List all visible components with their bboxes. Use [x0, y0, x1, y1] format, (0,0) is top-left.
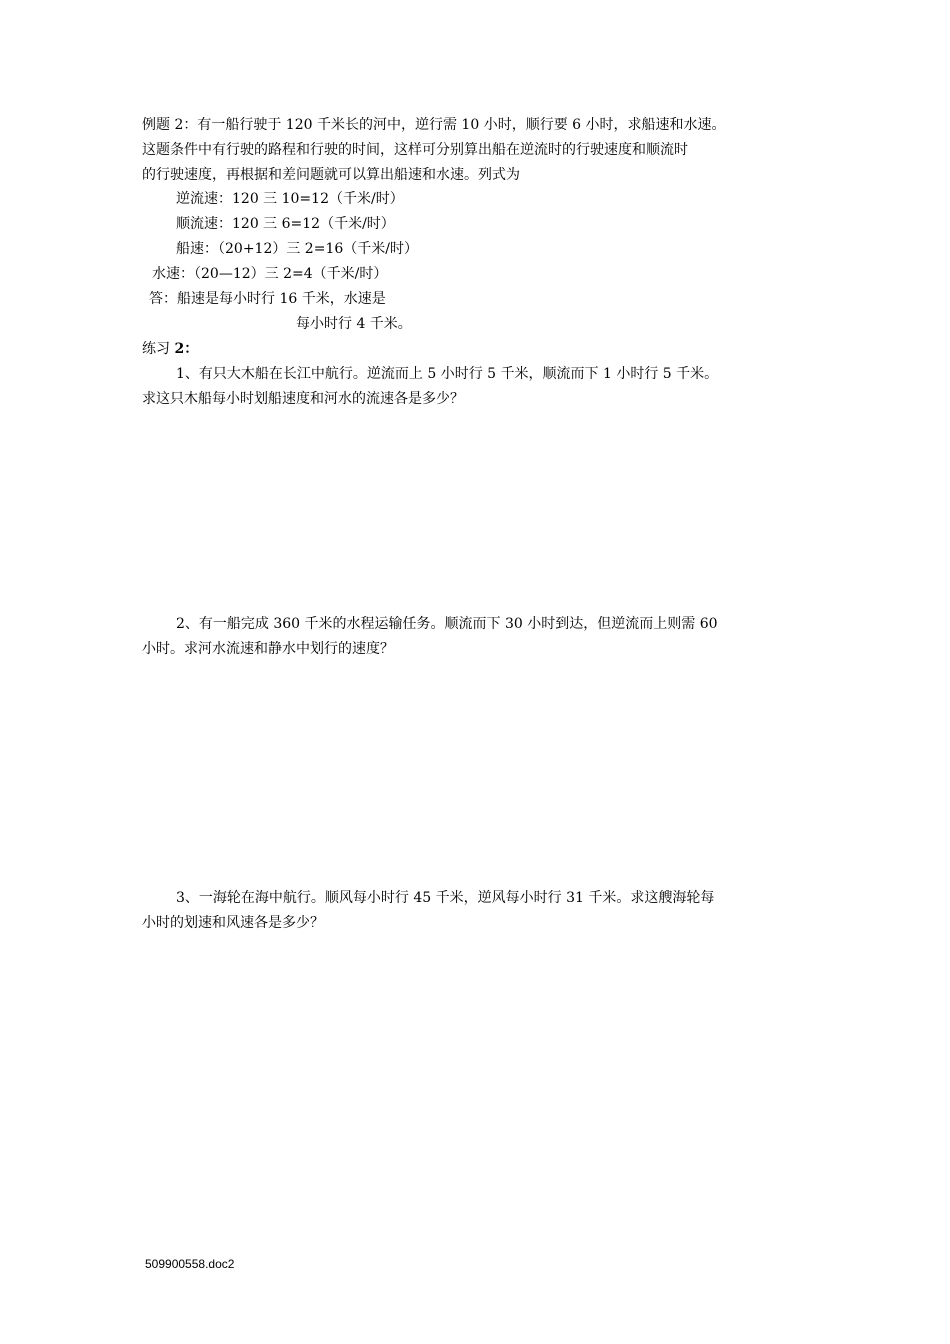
answer-line-2: 每小时行 4 千米。: [296, 316, 412, 332]
question-2-line-1: 2、有一船完成 360 千米的水程运输任务。顺流而下 30 小时到达，但逆流而上则需 60: [176, 616, 718, 632]
example-line-3: 的行驶速度，再根据和差问题就可以算出船速和水速。列式为: [142, 167, 520, 183]
footer-filename: 509900558.doc2: [145, 1257, 235, 1271]
example-line-2: 这题条件中有行驶的路程和行驶的时间，这样可分别算出船在逆流时的行驶速度和顺流时: [142, 142, 688, 158]
question-1-line-1: 1、有只大木船在长江中航行。逆流而上 5 小时行 5 千米，顺流而下 1 小时行 5 千米。: [176, 366, 719, 382]
question-3-line-2: 小时的划速和风速各是多少？: [142, 915, 324, 931]
calc-upstream-speed: 逆流速：120 三 10=12（千米/时）: [176, 191, 404, 207]
question-3-line-1: 3、一海轮在海中航行。顺风每小时行 45 千米，逆风每小时行 31 千米。求这艘海轮每: [176, 890, 715, 906]
answer-line-1: 答：船速是每小时行 16 千米，水速是: [149, 291, 386, 307]
exercise-heading-prefix: 练习: [142, 341, 175, 357]
exercise-heading: [142, 339, 198, 359]
calc-water-speed: 水速：（20—12）三 2=4（千米/时）: [152, 266, 388, 282]
calc-downstream-speed: 顺流速：120 三 6=12（千米/时）: [176, 216, 395, 232]
exercise-heading-number: 2：: [174, 341, 199, 357]
example-line-1: 例题 2：有一船行驶于 120 千米长的河中，逆行需 10 小时，顺行要 6 小时，求船速和水速。: [142, 117, 726, 133]
calc-boat-speed: 船速：（20+12）三 2=16（千米/时）: [176, 241, 418, 257]
question-2-line-2: 小时。求河水流速和静水中划行的速度？: [142, 641, 394, 657]
question-1-line-2: 求这只木船每小时划船速度和河水的流速各是多少？: [142, 391, 464, 407]
